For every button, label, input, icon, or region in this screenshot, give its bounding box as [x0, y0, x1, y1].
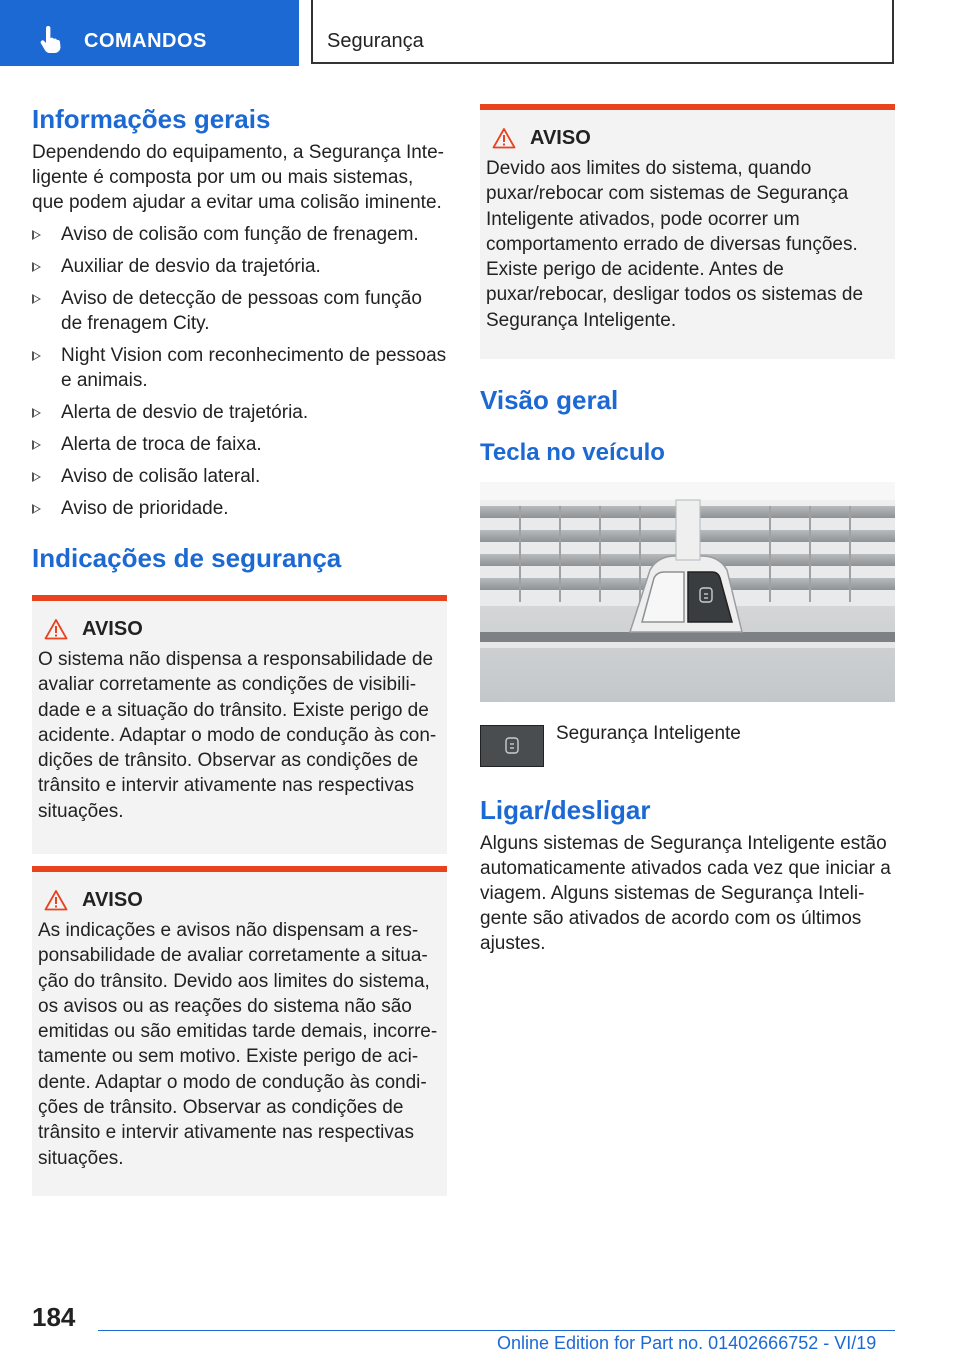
section-label: Segurança [327, 30, 424, 52]
list-item: Aviso de colisão lateral. [32, 464, 447, 489]
heading-overview: Visão geral [480, 385, 619, 415]
systems-list [32, 222, 447, 521]
heading-button-in-vehicle: Tecla no veículo [480, 439, 665, 466]
warning-label: AVISO [82, 888, 143, 911]
warning-box [32, 866, 447, 1196]
warning-box [32, 595, 447, 854]
warning-box [480, 104, 895, 359]
warning-text: O sistema não dispensa a responsabilidade de avaliar corretamente as condições de visibilidade e a situação do trânsito. Existe perigo de acidente. Adaptar o modo de condução às condições de trânsito. Observar as condições de trânsito e intervir ativamente nas respectivas situações. [38, 649, 437, 822]
heading-general-info: Informações gerais [32, 104, 271, 134]
list-item: Aviso de colisão com função de frenagem. [32, 222, 447, 247]
right-column [480, 104, 895, 956]
safety-button-icon [481, 726, 543, 766]
warning-triangle-icon [492, 127, 516, 149]
hand-pointer-icon [38, 26, 64, 54]
warning-triangle-icon [44, 889, 68, 911]
list-item: Aviso de prioridade. [32, 496, 447, 521]
vehicle-button-photo [480, 482, 895, 702]
button-legend [480, 725, 895, 767]
warning-text: As indicações e avisos não dispensam a responsabilidade de avaliar corretamente a situação do trânsito. Devido aos limites do sistema, os avisos ou as reações do sistema não são emitidas ou são emitidas tarde demais, incorretamente ou sem motivo. Existe perigo de acidente. Adaptar o modo de condução às condições de trânsito. Observar as condições de trânsito e intervir ativamente nas respectivas situações. [38, 920, 438, 1169]
footer-divider [98, 1330, 895, 1331]
edition-note: Online Edition for Part no. 01402666752 - VI/19 [497, 1333, 877, 1353]
warning-label: AVISO [530, 126, 591, 149]
on-off-paragraph: Alguns sistemas de Segurança Inteligente estão automaticamente ativados cada vez que iniciar a viagem. Alguns sistemas de Segurança Inteligente são ativados de acordo com os últimos ajustes. [480, 833, 891, 954]
list-item: Aviso de detecção de pessoas com função de frenagem City. [32, 286, 447, 336]
warning-label: AVISO [82, 617, 143, 640]
section-header [311, 0, 894, 64]
safety-button-thumbnail [480, 725, 544, 767]
intro-paragraph: Dependendo do equipamento, a Segurança Inteligente é composta por um ou mais sistemas, que podem ajudar a evitar uma colisão iminente. [32, 142, 444, 213]
warning-text: Devido aos limites do sistema, quando puxar/rebocar com sistemas de Segurança Inteligente ativados, pode ocorrer um comportamento errado de diversas funções. Existe perigo de acidente. Antes de puxar/rebocar, desligar todos os sistemas de Segurança Inteligente. [486, 158, 864, 331]
list-item: Alerta de desvio de trajetória. [32, 400, 447, 425]
chapter-tab[interactable] [0, 0, 299, 66]
triangle-bullet-icon [32, 408, 41, 418]
triangle-bullet-icon [32, 440, 41, 450]
triangle-bullet-icon [32, 262, 41, 272]
left-column [32, 104, 447, 1196]
button-caption: Segurança Inteligente [556, 723, 741, 744]
heading-on-off: Ligar/desligar [480, 795, 651, 825]
page-number: 184 [32, 1302, 76, 1332]
triangle-bullet-icon [32, 351, 41, 361]
triangle-bullet-icon [32, 504, 41, 514]
list-item: Alerta de troca de faixa. [32, 432, 447, 457]
triangle-bullet-icon [32, 472, 41, 482]
chapter-label: COMANDOS [84, 30, 207, 52]
control-panel-illustration [480, 482, 895, 702]
triangle-bullet-icon [32, 294, 41, 304]
list-item: Night Vision com reconhecimento de pessoas e animais. [32, 343, 447, 393]
heading-safety: Indicações de segurança [32, 543, 342, 573]
list-item: Auxiliar de desvio da trajetória. [32, 254, 447, 279]
triangle-bullet-icon [32, 230, 41, 240]
warning-triangle-icon [44, 618, 68, 640]
